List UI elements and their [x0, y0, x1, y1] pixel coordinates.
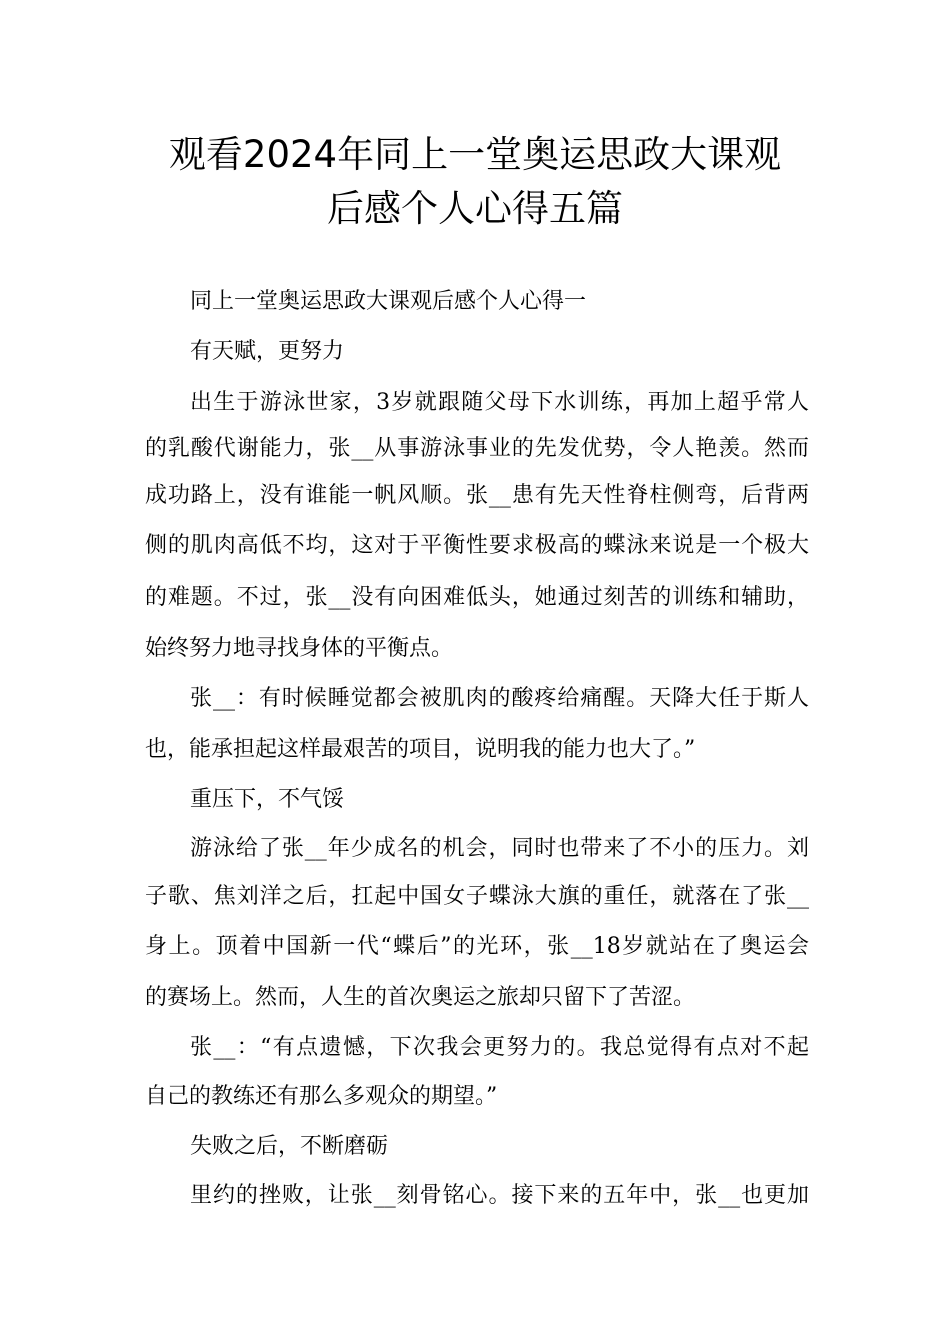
body-line: 始终努力地寻找身体的平衡点。 [145, 636, 454, 661]
quote-line: 张__：有时候睡觉都会被肌肉的酸疼给痛醒。天降大任于斯人 [190, 686, 809, 711]
quote-line: 也，能承担起这样最艰苦的项目，说明我的能力也大了。” [145, 737, 696, 762]
body-line: 侧的肌肉高低不均，这对于平衡性要求极高的蝶泳来说是一个极大 [145, 533, 809, 558]
body-line: 的乳酸代谢能力，张__从事游泳事业的先发优势，令人艳羡。然而 [145, 436, 809, 461]
quote-line: 张__：“有点遗憾，下次我会更努力的。我总觉得有点对不起 [190, 1035, 809, 1060]
body-line: 成功路上，没有谁能一帆风顺。张__患有先天性脊柱侧弯，后背两 [145, 483, 809, 508]
subheading: 有天赋，更努力 [190, 339, 345, 364]
body-line: 的赛场上。然而，人生的首次奥运之旅却只留下了苦涩。 [145, 985, 696, 1010]
quote-line: 自己的教练还有那么多观众的期望。” [145, 1084, 498, 1109]
document-title-line-2: 后感个人心得五篇 [327, 187, 623, 230]
subheading: 重压下，不气馁 [190, 787, 345, 812]
body-line: 出生于游泳世家，3岁就跟随父母下水训练，再加上超乎常人 [190, 390, 809, 415]
body-line: 子歌、焦刘洋之后，扛起中国女子蝶泳大旗的重任，就落在了张__ [145, 884, 809, 909]
body-line: 的难题。不过，张__没有向困难低头，她通过刻苦的训练和辅助， [145, 585, 809, 610]
subheading: 失败之后，不断磨砺 [190, 1134, 389, 1159]
body-line: 里约的挫败，让张__刻骨铭心。接下来的五年中，张__也更加 [190, 1183, 809, 1208]
body-line: 身上。顶着中国新一代“蝶后”的光环，张__18岁就站在了奥运会 [145, 934, 809, 959]
section-heading: 同上一堂奥运思政大课观后感个人心得一 [190, 289, 587, 314]
document-title-line-1: 观看2024年同上一堂奥运思政大课观 [168, 133, 782, 176]
body-line: 游泳给了张__年少成名的机会，同时也带来了不小的压力。刘 [190, 836, 809, 861]
